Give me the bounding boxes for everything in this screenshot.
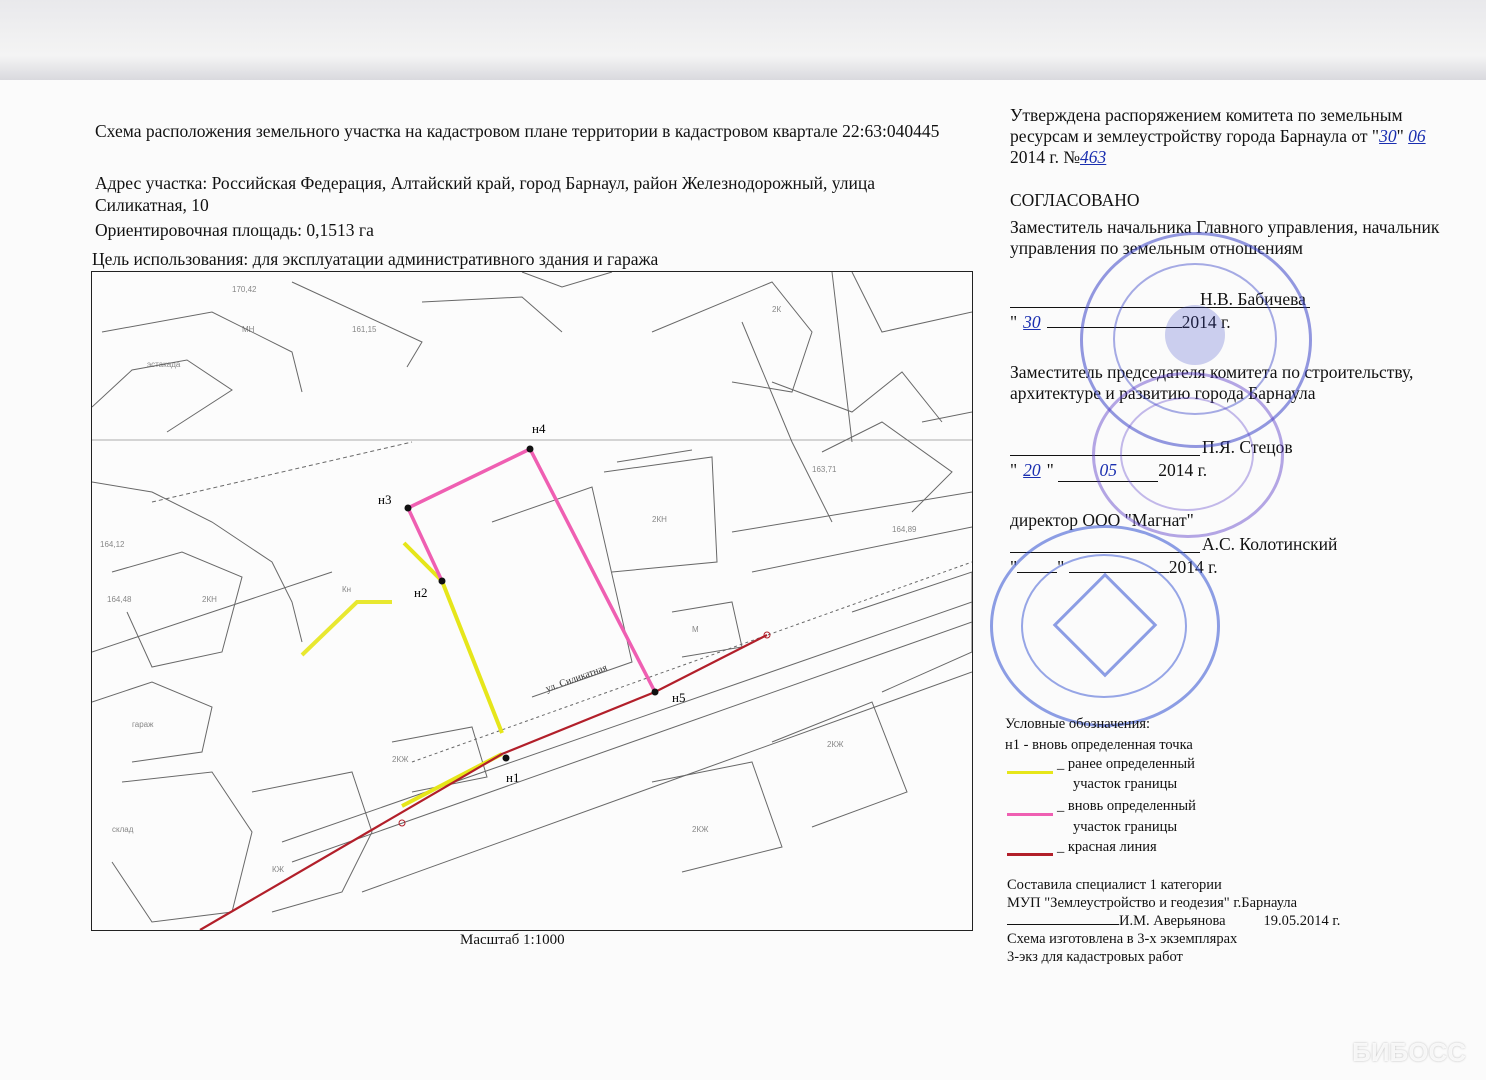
preparer-position: Составила специалист 1 категории (1007, 877, 1222, 893)
signatory-3-date: " " 2014 г. (1010, 557, 1218, 577)
legend-pink-swatch (1007, 813, 1053, 816)
official-seal-architecture-committee (1092, 372, 1284, 538)
signatory-1-role: Заместитель начальника Главного управления, начальник управления по земельным отношениям (1010, 217, 1440, 258)
point-n4-marker (527, 446, 534, 453)
company-seal-magnat (990, 525, 1220, 727)
parcel-area: Ориентировочная площадь: 0,1513 га (95, 220, 374, 240)
signatory-1-date-open: " (1010, 312, 1018, 332)
yellow-boundary-west (302, 602, 392, 655)
legend-point: н1 - вновь определенная точка (1005, 737, 1193, 753)
svg-text:2КЖ: 2КЖ (692, 825, 709, 834)
approval-text: Утверждена распоряжением комитета по земельным ресурсам и землеустройству города Барнаула от " (1010, 105, 1403, 146)
svg-text:161,15: 161,15 (352, 325, 377, 334)
legend-yellow-label-2: участок границы (1073, 776, 1178, 792)
paper-fold-strip (0, 0, 1486, 81)
svg-text:164,89: 164,89 (892, 525, 917, 534)
preparer-signature-row (1007, 912, 1340, 930)
signatory-3-role: директор ООО "Магнат" (1010, 510, 1194, 530)
point-n5-label: н5 (672, 690, 686, 705)
cadastral-map (91, 271, 973, 931)
legend-title: Условные обозначения: (1005, 716, 1151, 732)
svg-text:170,42: 170,42 (232, 285, 257, 294)
svg-text:163,71: 163,71 (812, 465, 837, 474)
svg-text:М: М (692, 625, 699, 634)
point-n1-label: н1 (506, 770, 520, 785)
point-n2-label: н2 (414, 585, 428, 600)
map-scale: Масштаб 1:1000 (460, 932, 565, 948)
svg-text:164,48: 164,48 (107, 595, 132, 604)
legend-pink-label-1: _ вновь определенный (1057, 798, 1196, 814)
svg-text:эстакада: эстакада (147, 360, 181, 369)
watermark-logo (1352, 1037, 1466, 1068)
legend-yellow-swatch (1007, 771, 1053, 774)
copy-purpose-note: 3-экз для кадастровых работ (1007, 949, 1183, 965)
point-n2-marker (439, 578, 446, 585)
preparer-name: И.М. Аверьянова (1119, 913, 1226, 929)
legend-pink-label-2: участок границы (1073, 819, 1178, 835)
svg-text:МН: МН (242, 325, 255, 334)
point-n1-marker (503, 755, 510, 762)
agreed-heading: СОГЛАСОВАНО (1010, 190, 1140, 210)
svg-text:164,12: 164,12 (100, 540, 125, 549)
watermark-text: БИБОСС (1352, 1037, 1466, 1067)
point-n5-marker (652, 689, 659, 696)
svg-text:Кн: Кн (342, 585, 352, 594)
point-n4-label: н4 (532, 421, 546, 436)
approval-day: 30 (1379, 126, 1397, 146)
approval-year: 2014 г. № (1010, 147, 1081, 167)
red-line (200, 635, 767, 930)
point-n3-marker (405, 505, 412, 512)
svg-text:склад: склад (112, 825, 134, 834)
legend-red-label: _ красная линия (1057, 839, 1157, 855)
approval-number: 463 (1080, 147, 1107, 167)
svg-text:2КЖ: 2КЖ (392, 755, 409, 764)
svg-text:КЖ: КЖ (272, 865, 285, 874)
legend-red-swatch (1007, 853, 1053, 856)
signatory-1-day: 30 (1023, 312, 1041, 332)
signatory-1-name: Н.В. Бабичева (1200, 289, 1306, 309)
parcel-address: Адрес участка: Российская Федерация, Алтайский край, город Барнаул, район Железнодорожный, улица Силикатная, 10 (95, 173, 875, 215)
point-n3-label: н3 (378, 492, 392, 507)
svg-text:2КН: 2КН (202, 595, 217, 604)
scheme-title: Схема расположения земельного участка на кадастровом плане территории в кадастровом квартале 22:63:040445 (95, 121, 940, 141)
signatory-2-name: П.Я. Стецов (1202, 437, 1293, 457)
svg-text:2КЖ: 2КЖ (827, 740, 844, 749)
svg-text:2КН: 2КН (652, 515, 667, 524)
parcel-purpose: Цель использования: для эксплуатации административного здания и гаража (92, 249, 659, 269)
signatory-3-name: А.С. Колотинский (1202, 534, 1338, 554)
signatory-2-day: 20 (1023, 460, 1041, 480)
preparer-organization: МУП "Землеустройство и геодезия" г.Барнаула (1007, 895, 1298, 911)
approval-month: 06 (1408, 126, 1426, 146)
legend-yellow-label-1: _ ранее определенный (1057, 756, 1195, 772)
copies-note: Схема изготовлена в 3-х экземплярах (1007, 931, 1238, 947)
svg-text:2К: 2К (772, 305, 782, 314)
pink-boundary (408, 449, 655, 692)
approval-sep: " (1396, 126, 1409, 146)
prepared-by-block (1007, 876, 1340, 966)
signatory-3-year: 2014 г. (1168, 557, 1218, 577)
cadastral-map-drawing (92, 272, 972, 930)
signatory-2-role: Заместитель председателя комитета по строительству, архитектуре и развитию города Барнаула (1010, 362, 1414, 403)
signatory-2-month: 05 (1058, 460, 1158, 482)
preparer-date: 19.05.2014 г. (1263, 913, 1341, 929)
signatory-2-year: 2014 г. (1158, 460, 1208, 480)
signatory-2-date: " 20 " 05 2014 г. (1010, 460, 1208, 480)
approval-decree (1010, 105, 1440, 168)
signatory-1-year: 2014 г. (1181, 312, 1231, 332)
svg-text:гараж: гараж (132, 720, 154, 729)
street-label: ул. Силикатная (544, 662, 609, 695)
yellow-boundary (404, 543, 502, 733)
